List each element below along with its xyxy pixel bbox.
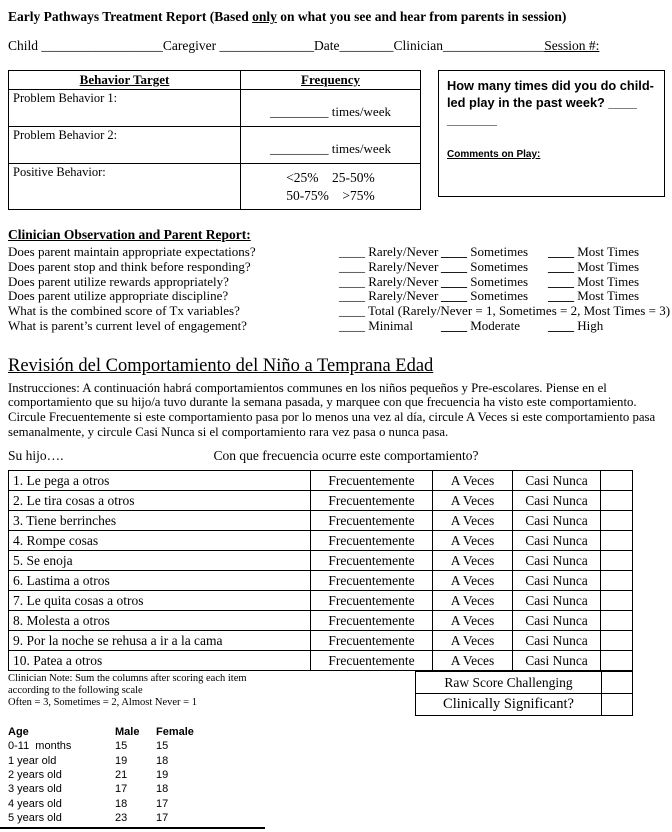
clinician-observation-heading: Clinician Observation and Parent Report:	[8, 227, 251, 242]
child-label: Child	[8, 38, 42, 53]
female-header: Female	[156, 726, 194, 739]
option-minimal[interactable]	[339, 319, 441, 334]
female-cell: 17	[156, 797, 169, 810]
clinically-significant-value-cell[interactable]	[602, 694, 633, 716]
option-label: Sometimes	[470, 258, 529, 274]
female-cell: 15	[156, 740, 169, 753]
times-per-week-label: times/week	[328, 104, 391, 119]
age-cell: 5 years old	[8, 811, 62, 824]
behavior-item-label: 6. Lastima a otros	[9, 571, 311, 591]
option-high[interactable]	[548, 319, 665, 334]
behavior-item-label: 5. Se enoja	[9, 551, 311, 571]
problem-behavior-2-frequency-cell	[241, 127, 421, 164]
female-cell: 17	[156, 811, 169, 824]
option-a-veces[interactable]: A Veces	[433, 631, 513, 651]
frequency-header: Frequency	[301, 72, 360, 87]
option-frecuentemente[interactable]: Frecuentemente	[311, 611, 433, 631]
answer-blank[interactable]: ____	[548, 317, 574, 333]
option-label: Most Times	[577, 258, 640, 274]
date-blank-field[interactable]: ________	[339, 38, 394, 53]
spanish-section-heading	[8, 356, 665, 377]
top-section	[8, 70, 665, 210]
option-casi-nunca[interactable]: Casi Nunca	[513, 511, 601, 531]
problem-behavior-1-label: Problem Behavior 1:	[9, 90, 241, 127]
option-frecuentemente[interactable]: Frecuentemente	[311, 491, 433, 511]
score-cell[interactable]	[601, 511, 633, 531]
behavior-item-label: 1. Le pega a otros	[9, 471, 311, 491]
option-frecuentemente[interactable]: Frecuentemente	[311, 571, 433, 591]
score-cell[interactable]	[601, 651, 633, 671]
answer-blank[interactable]: ____	[548, 273, 574, 289]
option-casi-nunca[interactable]: Casi Nunca	[513, 611, 601, 631]
tx-score-row	[8, 303, 671, 319]
answer-blank[interactable]: ____	[339, 288, 365, 304]
option-casi-nunca[interactable]: Casi Nunca	[513, 491, 601, 511]
age-header: Age	[8, 726, 29, 739]
score-cell[interactable]	[601, 631, 633, 651]
option-label: Minimal	[368, 317, 414, 333]
age-cell: 2 years old	[8, 769, 62, 782]
option-a-veces[interactable]: A Veces	[433, 471, 513, 491]
female-cell: 19	[156, 769, 169, 782]
option-label: Moderate	[470, 317, 521, 333]
age-cell: 3 years old	[8, 783, 62, 796]
option-frecuentemente[interactable]: Frecuentemente	[311, 551, 433, 571]
answer-blank[interactable]: ____	[548, 288, 574, 304]
question-text: What is the combined score of Tx variables?	[8, 303, 240, 319]
answer-blank[interactable]: ____	[548, 244, 574, 259]
behavior-table-header-row	[9, 71, 421, 90]
problem-behavior-2-label: Problem Behavior 2:	[9, 127, 241, 164]
option-rarely-never[interactable]	[339, 289, 441, 304]
age-cell: 4 years old	[8, 797, 62, 810]
age-table-row	[8, 768, 665, 782]
option-label: Rarely/Never	[368, 258, 439, 274]
behavior-target-table	[8, 70, 421, 210]
option-casi-nunca[interactable]: Casi Nunca	[513, 651, 601, 671]
behavior-item-label: 3. Tiene berrinches	[9, 511, 311, 531]
option-a-veces[interactable]: A Veces	[433, 591, 513, 611]
note-line: according to the following scale	[8, 684, 143, 696]
age-table-row	[8, 754, 665, 768]
option-frecuentemente[interactable]: Frecuentemente	[311, 591, 433, 611]
percent-options-line-1[interactable]: <25% 25-50%	[286, 169, 375, 185]
answer-blank[interactable]: ____	[339, 273, 365, 289]
answer-blank[interactable]: ____	[441, 258, 467, 274]
frequency-header-cell	[241, 71, 421, 90]
frequency-blank-field[interactable]: _________	[270, 104, 329, 119]
answer-blank[interactable]: ____	[339, 244, 365, 259]
score-cell[interactable]	[601, 471, 633, 491]
title-emphasis: only	[252, 9, 277, 24]
su-hijo-line	[8, 448, 665, 464]
female-cell: 18	[156, 754, 169, 767]
option-label: Rarely/Never	[368, 288, 439, 304]
option-frecuentemente[interactable]: Frecuentemente	[311, 471, 433, 491]
option-a-veces[interactable]: A Veces	[433, 511, 513, 531]
bottom-divider	[0, 827, 265, 829]
child-led-play-box	[438, 70, 665, 197]
behavior-item-label: 9. Por la noche se rehusa a ir a la cama	[9, 631, 311, 651]
answer-blank[interactable]: ____	[441, 288, 467, 304]
option-casi-nunca[interactable]: Casi Nunca	[513, 591, 601, 611]
answer-blank[interactable]: ____	[441, 317, 467, 333]
option-label: High	[577, 317, 604, 333]
caregiver-blank-field[interactable]: ______________	[219, 38, 314, 53]
clinically-significant-label: Clinically Significant?	[416, 694, 602, 716]
frequency-question-label: Con que frecuencia ocurre este comportamiento?	[213, 448, 479, 464]
checklist-row-9	[9, 631, 633, 651]
male-cell: 19	[115, 754, 128, 767]
spanish-heading-text: Revisión del Comportamiento del Niño a Temprana Edad	[8, 355, 434, 376]
frequency-blank-field[interactable]: _________	[270, 141, 329, 156]
score-cell[interactable]	[601, 531, 633, 551]
option-a-veces[interactable]: A Veces	[433, 571, 513, 591]
title-text-2: on what you see and hear from parents in session)	[276, 9, 567, 24]
problem-behavior-1-frequency-cell	[241, 90, 421, 127]
option-label: Rarely/Never	[368, 244, 439, 259]
female-cell: 18	[156, 783, 169, 796]
tx-total-group	[339, 304, 670, 319]
age-table-row	[8, 797, 665, 811]
answer-blank[interactable]: ____	[339, 258, 365, 274]
option-moderate[interactable]	[441, 319, 548, 334]
option-most-times[interactable]	[548, 289, 665, 304]
option-frecuentemente[interactable]: Frecuentemente	[311, 531, 433, 551]
clinician-observation-section	[8, 227, 671, 334]
option-a-veces[interactable]: A Veces	[433, 531, 513, 551]
male-cell: 17	[115, 783, 128, 796]
age-cell: 0-11 months	[8, 740, 72, 753]
checklist-row-3	[9, 511, 633, 531]
option-a-veces[interactable]: A Veces	[433, 651, 513, 671]
total-score-blank[interactable]: ____	[339, 303, 365, 319]
clinician-question-row-4	[8, 289, 665, 304]
behavior-item-label: 10. Patea a otros	[9, 651, 311, 671]
option-sometimes[interactable]	[441, 275, 548, 290]
option-most-times[interactable]	[548, 275, 665, 290]
option-rarely-never[interactable]	[339, 260, 441, 275]
play-question	[447, 78, 656, 129]
session-number-label: Session #:	[544, 38, 600, 53]
checklist-row-10	[9, 651, 633, 671]
answer-blank[interactable]: ____	[548, 258, 574, 274]
option-most-times[interactable]	[548, 260, 665, 275]
checklist-row-4	[9, 531, 633, 551]
question-text: Does parent maintain appropriate expectations?	[8, 244, 256, 259]
page-title	[8, 9, 665, 25]
option-label: Sometimes	[470, 273, 529, 289]
behavior-target-header-cell	[9, 71, 241, 90]
option-most-times[interactable]	[548, 245, 665, 260]
clinician-label: Clinician	[393, 38, 443, 53]
option-label: Rarely/Never	[368, 273, 439, 289]
checklist-row-7	[9, 591, 633, 611]
option-frecuentemente[interactable]: Frecuentemente	[311, 631, 433, 651]
answer-blank[interactable]: ____	[339, 317, 365, 333]
option-a-veces[interactable]: A Veces	[433, 491, 513, 511]
option-label: Most Times	[577, 244, 640, 259]
positive-behavior-frequency-options[interactable]	[241, 164, 421, 210]
engagement-row	[8, 319, 665, 334]
date-label: Date	[314, 38, 340, 53]
option-rarely-never[interactable]	[339, 275, 441, 290]
option-casi-nunca[interactable]: Casi Nunca	[513, 631, 601, 651]
raw-score-row	[416, 672, 633, 694]
option-label: Sometimes	[470, 244, 529, 259]
positive-behavior-label: Positive Behavior:	[9, 164, 241, 210]
instructions-paragraph: Instrucciones: A continuación habrá comportamientos communes en los niños pequeños y Pre-escolares. Piense en el comportamiento que su hijo/a tuvo durante la semana pasada, y marquee con que frecuencia ha visto este comportamiento. Circule Frecuentemente si este comportamiento pasa por lo menos una vez al día, circule A Veces si este comportamiento pasa semanalmente, y circule Casi Nunca si el comportamiento rara vez pasa o nunca pasa.	[8, 380, 656, 439]
age-table-row	[8, 811, 665, 825]
option-casi-nunca[interactable]: Casi Nunca	[513, 531, 601, 551]
header-fields-line	[8, 38, 665, 54]
problem-behavior-1-row	[9, 90, 421, 127]
question-text: Does parent stop and think before responding?	[8, 258, 251, 274]
problem-behavior-2-row	[9, 127, 421, 164]
score-cell[interactable]	[601, 611, 633, 631]
option-rarely-never[interactable]	[339, 245, 441, 260]
option-casi-nunca[interactable]: Casi Nunca	[513, 471, 601, 491]
behavior-target-header: Behavior Target	[79, 72, 170, 87]
checklist-row-6	[9, 571, 633, 591]
note-line: Often = 3, Sometimes = 2, Almost Never = 1	[8, 696, 197, 708]
age-table-row	[8, 782, 665, 796]
option-label: Most Times	[577, 273, 640, 289]
answer-blank[interactable]: ____	[441, 273, 467, 289]
title-text-1: Early Pathways Treatment Report (Based	[8, 9, 253, 24]
play-answer-blank-field[interactable]: _______	[447, 111, 497, 127]
clinician-scoring-note	[8, 671, 308, 708]
age-table-header-row	[8, 725, 665, 739]
su-hijo-label: Su hijo….	[8, 448, 64, 464]
age-cell: 1 year old	[8, 754, 57, 767]
behavior-item-label: 2. Le tira cosas a otros	[9, 491, 311, 511]
age-table-row	[8, 739, 665, 753]
score-cell[interactable]	[601, 571, 633, 591]
percent-options-line-2[interactable]: 50-75% >75%	[286, 187, 375, 203]
question-text: Does parent utilize rewards appropriately?	[8, 273, 229, 289]
male-cell: 23	[115, 811, 128, 824]
option-sometimes[interactable]	[441, 245, 548, 260]
clinician-question-row-3	[8, 275, 665, 290]
score-cell[interactable]	[601, 551, 633, 571]
behavior-item-label: 8. Molesta a otros	[9, 611, 311, 631]
answer-blank[interactable]: ____	[441, 244, 467, 259]
male-cell: 15	[115, 740, 128, 753]
clinically-significant-row	[416, 694, 633, 716]
checklist-row-1	[9, 471, 633, 491]
comments-on-play-label: Comments on Play:	[447, 148, 541, 160]
checklist-row-5	[9, 551, 633, 571]
option-label: Sometimes	[470, 288, 529, 304]
option-a-veces[interactable]: A Veces	[433, 551, 513, 571]
male-header: Male	[115, 726, 140, 739]
question-text: Does parent utilize appropriate discipline?	[8, 288, 229, 304]
checklist-row-2	[9, 491, 633, 511]
clinician-question-row-2	[8, 260, 665, 275]
play-question-text: How many times did you do child-led play in the past week? ____	[447, 78, 654, 110]
option-casi-nunca[interactable]: Casi Nunca	[513, 571, 601, 591]
option-casi-nunca[interactable]: Casi Nunca	[513, 551, 601, 571]
option-a-veces[interactable]: A Veces	[433, 611, 513, 631]
option-label: Most Times	[577, 288, 640, 304]
raw-score-value-cell[interactable]	[602, 672, 633, 694]
question-text: What is parent’s current level of engagement?	[8, 317, 247, 333]
child-blank-field[interactable]: __________________	[41, 38, 163, 53]
behavior-item-label: 4. Rompe cosas	[9, 531, 311, 551]
behavior-checklist-table	[8, 470, 633, 671]
raw-score-label: Raw Score Challenging	[416, 672, 602, 694]
option-frecuentemente[interactable]: Frecuentemente	[311, 511, 433, 531]
option-frecuentemente[interactable]: Frecuentemente	[311, 651, 433, 671]
score-summary-table	[415, 671, 633, 716]
option-sometimes[interactable]	[441, 260, 548, 275]
clinician-blank-field[interactable]: _______________	[442, 38, 545, 53]
clinician-question-row-1	[8, 245, 665, 260]
checklist-row-8	[9, 611, 633, 631]
positive-behavior-row	[9, 164, 421, 210]
score-cell[interactable]	[601, 591, 633, 611]
behavior-item-label: 7. Le quita cosas a otros	[9, 591, 311, 611]
note-line: Clinician Note: Sum the columns after scoring each item	[8, 673, 247, 685]
male-cell: 18	[115, 797, 128, 810]
score-cell[interactable]	[601, 491, 633, 511]
caregiver-label: Caregiver	[162, 38, 220, 53]
total-score-legend: Total (Rarely/Never = 1, Sometimes = 2, Most Times = 3)	[368, 303, 671, 319]
male-cell: 21	[115, 769, 128, 782]
age-norms-table	[8, 725, 665, 829]
times-per-week-label: times/week	[328, 141, 391, 156]
option-sometimes[interactable]	[441, 289, 548, 304]
scoring-section	[8, 671, 640, 716]
